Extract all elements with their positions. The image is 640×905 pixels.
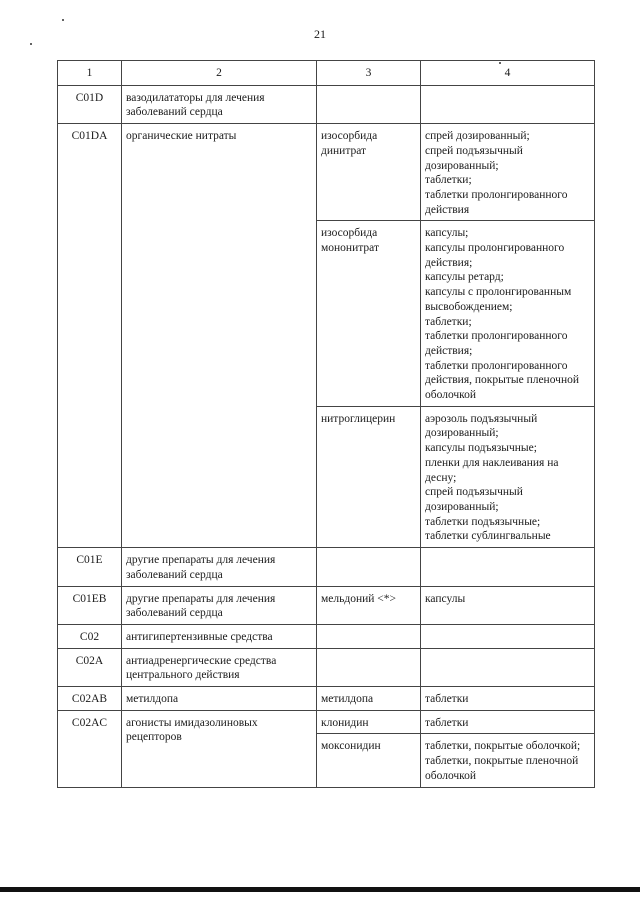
drug-name: изосорбида динитрат xyxy=(317,124,421,221)
drug-name-empty xyxy=(317,548,421,586)
dosage-form: капсулы ретард; xyxy=(425,271,504,284)
drug-name-empty xyxy=(317,648,421,686)
atc-code: C01EB xyxy=(58,586,122,624)
group-name: антиадренергические средства центрального действия xyxy=(122,648,317,686)
dosage-forms-empty xyxy=(421,548,595,586)
page-number: 21 xyxy=(314,27,326,41)
group-name: вазодилататоры для лечения заболеваний сердца xyxy=(122,85,317,123)
dosage-form: капсулы xyxy=(425,592,466,605)
dosage-form: спрей дозированный; xyxy=(425,130,530,143)
column-header: 3 xyxy=(317,61,421,86)
dosage-form: таблетки подъязычные; xyxy=(425,515,541,528)
drug-name: мельдоний <*> xyxy=(317,586,421,624)
dosage-forms xyxy=(421,221,595,406)
dosage-form: таблетки сублингвальные xyxy=(425,530,551,543)
dosage-forms xyxy=(421,687,595,711)
drug-name: изосорбида мононитрат xyxy=(317,221,421,406)
group-name: другие препараты для лечения заболеваний сердца xyxy=(122,548,317,586)
footer-bar xyxy=(0,887,640,892)
dosage-form: капсулы пролонгированного действия; xyxy=(425,242,565,269)
atc-code: C02AB xyxy=(58,687,122,711)
dosage-form: таблетки xyxy=(425,693,469,706)
scan-speck xyxy=(62,19,64,21)
table-row xyxy=(58,124,595,221)
dosage-form: таблетки, покрытые оболочкой; xyxy=(425,740,581,753)
dosage-forms-empty xyxy=(421,648,595,686)
dosage-form: таблетки; xyxy=(425,174,472,187)
dosage-forms xyxy=(421,406,595,547)
drug-name: нитроглицерин xyxy=(317,406,421,547)
dosage-form: капсулы; xyxy=(425,227,469,240)
table-row xyxy=(58,648,595,686)
table-row xyxy=(58,624,595,648)
table-row xyxy=(58,710,595,734)
dosage-form: таблетки пролонгированного действия; xyxy=(425,330,568,357)
dosage-forms xyxy=(421,586,595,624)
drug-table xyxy=(57,60,595,788)
dosage-form: спрей подъязычный дозированный; xyxy=(425,486,523,513)
table-row xyxy=(58,85,595,123)
scan-speck xyxy=(30,43,32,45)
drug-name: моксонидин xyxy=(317,734,421,787)
dosage-form: таблетки; xyxy=(425,315,472,328)
group-name: органические нитраты xyxy=(122,124,317,548)
dosage-form: пленки для наклеивания на десну; xyxy=(425,456,559,484)
atc-code: C02 xyxy=(58,624,122,648)
atc-code: C01D xyxy=(58,85,122,123)
dosage-form: таблетки пролонгированного действия, покрытые пленочной оболочкой xyxy=(425,359,580,402)
drug-name-empty xyxy=(317,624,421,648)
dosage-form: аэрозоль подъязычный дозированный; xyxy=(425,412,538,440)
table-body xyxy=(58,85,595,787)
dosage-form: капсулы подъязычные; xyxy=(425,442,537,455)
dosage-form: капсулы с пролонгированным высвобождением; xyxy=(425,286,572,313)
dosage-form: таблетки пролонгированного действия xyxy=(425,188,568,216)
dosage-form: таблетки, покрытые пленочной оболочкой xyxy=(425,755,579,782)
group-name: метилдопа xyxy=(122,687,317,711)
table-row xyxy=(58,586,595,624)
dosage-forms xyxy=(421,734,595,787)
column-header: 1 xyxy=(58,61,122,86)
drug-name: метилдопа xyxy=(317,687,421,711)
table-row xyxy=(58,548,595,586)
atc-code: C01E xyxy=(58,548,122,586)
group-name: другие препараты для лечения заболеваний сердца xyxy=(122,586,317,624)
atc-code: C02AC xyxy=(58,710,122,787)
group-name: агонисты имидазолиновых рецепторов xyxy=(122,710,317,787)
dosage-forms-empty xyxy=(421,624,595,648)
atc-code: C01DA xyxy=(58,124,122,548)
header-row xyxy=(58,61,595,86)
table-row xyxy=(58,687,595,711)
column-header: 2 xyxy=(122,61,317,86)
drug-name: клонидин xyxy=(317,710,421,734)
atc-code: C02A xyxy=(58,648,122,686)
dosage-forms-empty xyxy=(421,85,595,123)
group-name: антигипертензивные средства xyxy=(122,624,317,648)
drug-name-empty xyxy=(317,85,421,123)
dosage-form: спрей подъязычный дозированный; xyxy=(425,144,523,172)
column-header: 4 xyxy=(421,61,595,86)
dosage-forms xyxy=(421,124,595,221)
dosage-forms xyxy=(421,710,595,734)
dosage-form: таблетки xyxy=(425,716,469,729)
